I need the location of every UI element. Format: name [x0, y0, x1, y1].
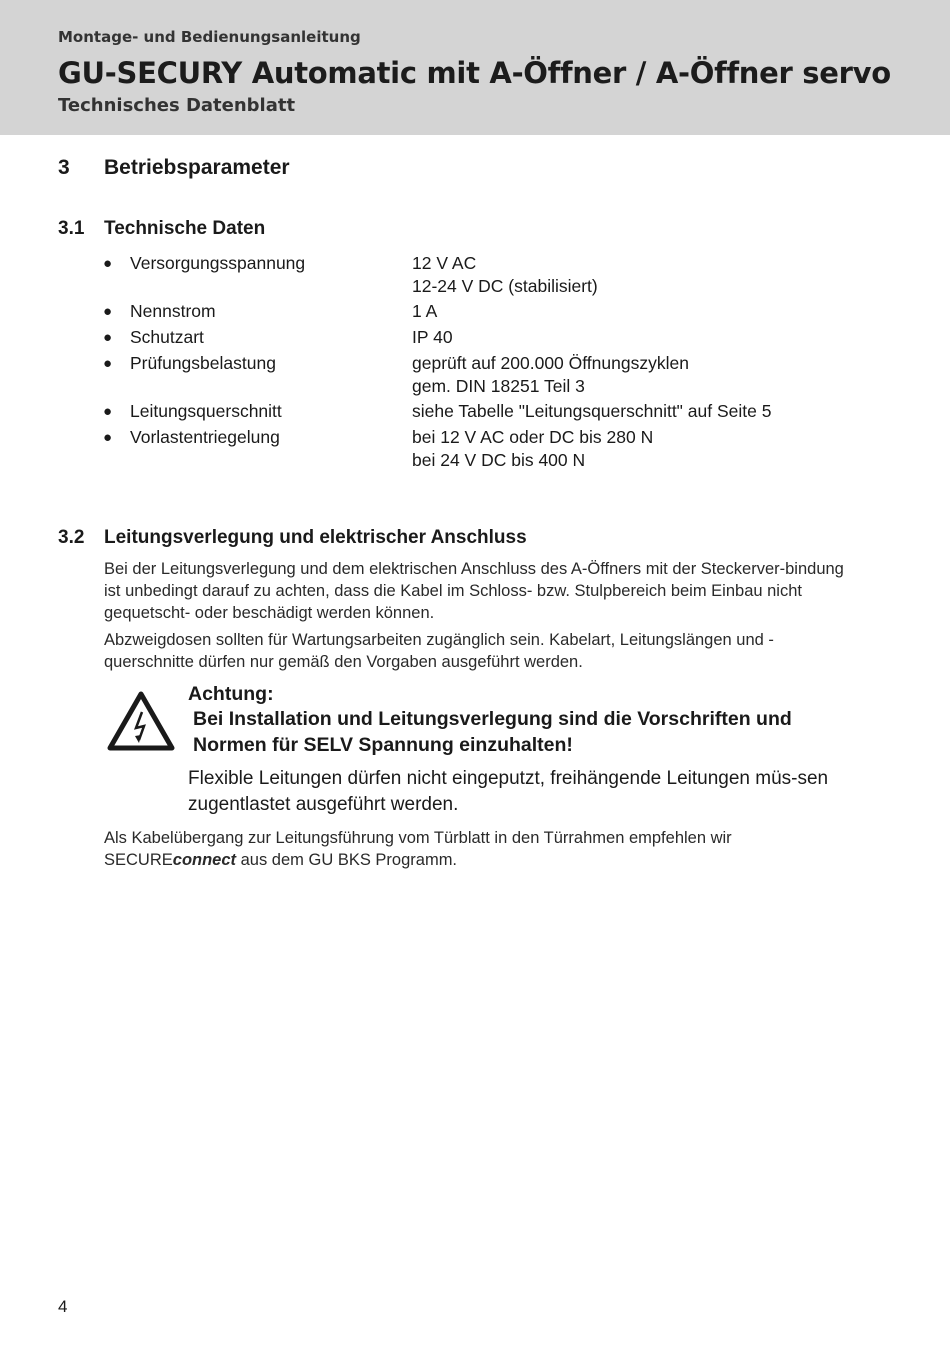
spec-label: Versorgungsspannung	[130, 253, 306, 273]
spec-label: Prüfungsbelastung	[130, 353, 276, 373]
spec-label: Vorlastentriegelung	[130, 427, 280, 447]
brand-name: connect	[172, 851, 237, 869]
spec-value: geprüft auf 200.000 Öffnungszyklen gem. DIN 18251 Teil 3	[412, 353, 689, 396]
bullet-icon: ●	[103, 303, 113, 320]
section-3-2-title: Leitungsverlegung und elektrischer Anschluss	[104, 527, 527, 548]
paragraph-1: Bei der Leitungsverlegung und dem elektrischen Anschluss des A-Öffners mit der Steckerver-bindung ist unbedingt darauf zu achten, dass die Kabel im Schloss- bzw. Stulpbereich beim Einbau nicht gequetscht- oder beschädigt werden können.	[104, 560, 844, 622]
warning-text: Flexible Leitungen dürfen nicht eingeputzt, freihängende Leitungen müs-sen zugentlastet ausgeführt werden.	[188, 768, 829, 815]
section-3-title: Betriebsparameter	[104, 156, 290, 179]
warning-bold-text: Bei Installation und Leitungsverlegung sind die Vorschriften und Normen für SELV Spannung einzuhalten!	[193, 708, 792, 756]
header-subtitle: Technisches Datenblatt	[58, 95, 296, 116]
spec-value: siehe Tabelle "Leitungsquerschnitt" auf Seite 5	[412, 401, 772, 421]
recommendation-paragraph	[104, 827, 824, 871]
bullet-icon: ●	[103, 429, 113, 446]
spec-value: IP 40	[412, 327, 453, 347]
section-3-2-number: 3.2	[58, 527, 85, 548]
section-3-1-number: 3.1	[58, 218, 85, 239]
recommendation-suffix: aus dem GU BKS Programm.	[236, 851, 458, 869]
spec-value: 12 V AC 12-24 V DC (stabilisiert)	[412, 253, 598, 296]
section-3-number: 3	[58, 156, 70, 179]
bullet-icon: ●	[103, 255, 113, 272]
page-header	[0, 0, 950, 135]
recommendation-text: Als Kabelübergang zur Leitungsführung vom Türblatt in den Türrahmen empfehlen wir SECURE	[104, 829, 732, 869]
page-number: 4	[58, 1297, 68, 1316]
spec-label: Leitungsquerschnitt	[130, 401, 282, 421]
spec-value: 1 A	[412, 301, 438, 321]
bullet-icon: ●	[103, 355, 113, 372]
section-3-1-title: Technische Daten	[104, 218, 266, 239]
paragraph-2: Abzweigdosen sollten für Wartungsarbeiten zugänglich sein. Kabelart, Leitungslängen und -querschnitte dürfen nur gemäß den Vorgaben ausgeführt werden.	[104, 631, 774, 671]
warning-heading: Achtung:	[188, 683, 274, 705]
header-subheading: Montage- und Bedienungsanleitung	[58, 28, 361, 46]
high-voltage-warning-icon	[106, 690, 176, 752]
spec-value: bei 12 V AC oder DC bis 280 N bei 24 V DC bis 400 N	[412, 427, 654, 470]
spec-label: Schutzart	[130, 327, 204, 347]
bullet-icon: ●	[103, 403, 113, 420]
bullet-icon: ●	[103, 329, 113, 346]
header-title: GU-SECURY Automatic mit A-Öffner / A-Öffner servo	[58, 56, 891, 90]
spec-label: Nennstrom	[130, 301, 216, 321]
